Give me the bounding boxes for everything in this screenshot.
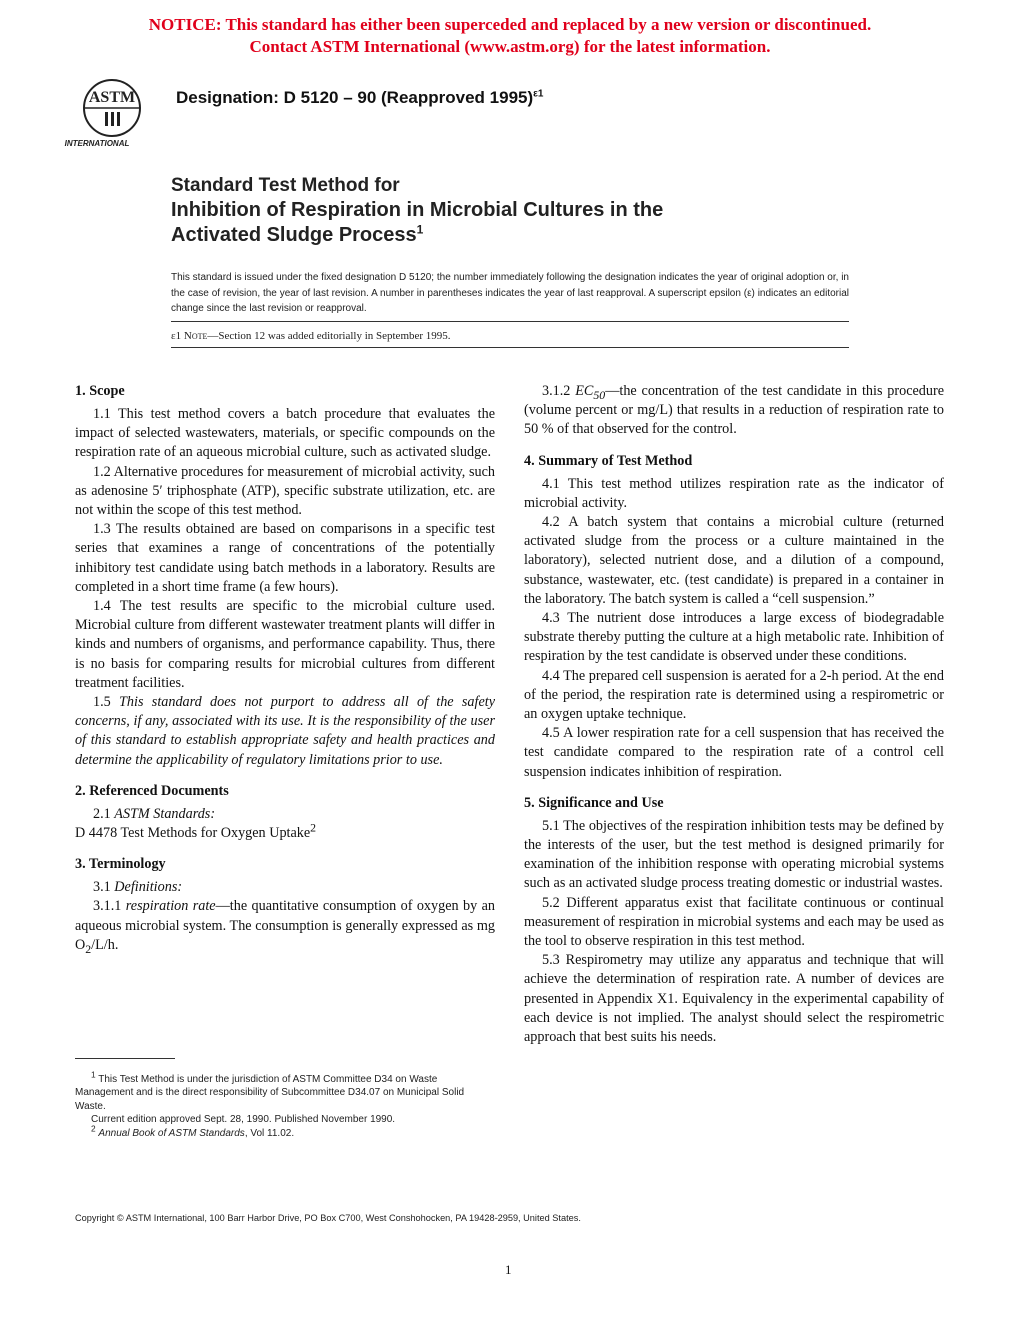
- footnote-rule: [75, 1058, 175, 1059]
- editorial-note-mark: ε1: [171, 330, 182, 342]
- footnotes: [75, 1069, 495, 1140]
- paragraph-1-5-number: 1.5: [93, 694, 111, 711]
- paragraph-4-3: 4.3 The nutrient dose introduces a large excess of biodegradable substrate thereby putting the culture at a high metabolic rate. Inhibition of respiration by the test candidate is observed under these conditions.: [524, 610, 944, 665]
- section-heading-terminology: 3. Terminology: [75, 856, 166, 873]
- paragraph-3-1-number: 3.1: [93, 879, 111, 896]
- editorial-note: [171, 330, 451, 342]
- paragraph-3-1-text: Definitions:: [114, 879, 183, 896]
- footnote-1b: Current edition approved Sept. 28, 1990. Published November 1990.: [91, 1114, 396, 1126]
- footnote-1-mark: 1: [91, 1069, 96, 1080]
- paragraph-3-1-2: [524, 382, 944, 440]
- footnote-2-mark: 2: [91, 1123, 96, 1134]
- title-line-2: Inhibition of Respiration in Microbial Cultures in the: [171, 199, 664, 221]
- footnote-1: [75, 1069, 495, 1113]
- astm-logo: [62, 78, 162, 150]
- right-column: [524, 382, 944, 1047]
- title-line-3: Activated Sludge Process: [171, 224, 417, 246]
- section-heading-referenced-documents: 2. Referenced Documents: [75, 782, 229, 799]
- paragraph-1-4: 1.4 The test results are specific to the microbial culture used. Microbial culture from different wastewater treatment plants will differ in kinds and numbers of organisms, and performance capability. Thus, there is no basis for comparing results for microbial cultures from different treatment facilities.: [75, 598, 495, 691]
- designation-text: Designation: D 5120 – 90 (Reapproved 1995): [176, 88, 534, 107]
- page-number: 1: [505, 1262, 512, 1277]
- paragraph-5-2: 5.2 Different apparatus exist that facilitate continuous or continual measurement of respiration in microbial systems and each may be used as the tool to observe respiration in this test method.: [524, 894, 944, 950]
- paragraph-1-5: [75, 693, 495, 770]
- paragraph-2-1-text: ASTM Standards:: [114, 805, 216, 822]
- title-footnote-mark: 1: [416, 222, 424, 237]
- paragraph-4-1: 4.1 This test method utilizes respiration rate as the indicator of microbial activity.: [524, 475, 944, 511]
- paragraph-1-5-text: This standard does not purport to address all of the safety concerns, if any, associated with its use. It is the responsibility of the user of this standard to establish appropriate safety and health practices and determine the applicability of regulatory limitations prior to use.: [75, 694, 495, 768]
- paragraph-5-3: 5.3 Respirometry may utilize any apparatus and technique that will achieve the determination of respiration rate. A number of devices are presented in Appendix X1. Equivalency in the experimental capability of each device is not implied. The analyst should select the respirometric approach that best suits his needs.: [524, 952, 944, 1046]
- paragraph-2-1-number: 2.1: [93, 805, 111, 822]
- divider-bottom: [171, 347, 849, 348]
- reference-d4478-mark: 2: [310, 820, 317, 835]
- reference-d4478-text: D 4478 Test Methods for Oxygen Uptake: [75, 825, 311, 842]
- document-title: [171, 174, 663, 248]
- section-heading-summary: 4. Summary of Test Method: [524, 452, 693, 469]
- section-heading-scope: 1. Scope: [75, 383, 125, 399]
- editorial-note-label: Note: [183, 330, 208, 342]
- paragraph-4-5: 4.5 A lower respiration rate for a cell suspension that has received the test candidate compared to the respiration rate of a control cell suspension indicates inhibition of respiration.: [524, 725, 944, 780]
- paragraph-3-1-2-number: 3.1.2: [542, 383, 571, 399]
- section-heading-significance: 5. Significance and Use: [524, 794, 664, 811]
- reference-d4478: [75, 820, 495, 843]
- term-ec50-subscript: 50: [593, 387, 606, 402]
- editorial-note-text: —Section 12 was added editorially in September 1995.: [207, 330, 451, 342]
- divider-top: [171, 321, 849, 322]
- footnote-2: [75, 1123, 495, 1140]
- copyright-line: Copyright © ASTM International, 100 Barr Harbor Drive, PO Box C700, West Conshohocken, PA 19428-2959, United States.: [75, 1213, 581, 1223]
- term-ec50: EC: [575, 383, 594, 399]
- footnote-1-text: This Test Method is under the jurisdiction of ASTM Committee D34 on Waste Management and is the direct responsibility of Subcommittee D34.07 on Municipal Solid Waste.: [75, 1074, 465, 1112]
- title-line-1: Standard Test Method for: [171, 175, 400, 196]
- paragraph-3-1-1-subscript: 2: [85, 941, 92, 956]
- designation-superscript: ε1: [533, 88, 544, 100]
- notice-line-1: NOTICE: This standard has either been superceded and replaced by a new version or discontinued.: [148, 15, 872, 34]
- logo-subtitle: INTERNATIONAL: [64, 139, 130, 148]
- logo-text: ASTM: [88, 89, 136, 106]
- paragraph-3-1: [75, 878, 495, 897]
- paragraph-1-2: 1.2 Alternative procedures for measurement of microbial activity, such as adenosine 5′ triphosphate (ATP), specific substrate utilization, etc. are not within the scope of this test method.: [75, 463, 495, 519]
- paragraph-3-1-1-text-b: /L/h.: [91, 936, 119, 953]
- paragraph-5-1: 5.1 The objectives of the respiration inhibition tests may be defined by the interests of the user, but the test method is designed primarily for examination of the inhibition response with operating microbial systems such as an activated sludge process treating domestic or industrial wastes.: [524, 817, 944, 892]
- paragraph-3-1-1-text-a: —the quantitative consumption of oxygen by an aqueous microbial system. The consumption is generally expressed as mg O: [75, 898, 496, 953]
- paragraph-3-1-2-text: —the concentration of the test candidate in this procedure (volume percent or mg/L) that results in a reduction of respiration rate to 50 % of that observed for the control.: [524, 383, 945, 438]
- designation: [176, 88, 543, 108]
- paragraph-4-2: 4.2 A batch system that contains a microbial culture (returned activated sludge from the process or a culture maintained in the laboratory), selected nutrient dose, and a dilution of a compound, substance, wastewater, etc. (test candidate) is prepared in a container in the laboratory. The batch system is called a “cell suspension.”: [524, 514, 944, 607]
- term-respiration-rate: respiration rate: [125, 898, 216, 915]
- left-column: [75, 382, 495, 955]
- paragraph-1-3: 1.3 The results obtained are based on comparisons in a specific test series that examines a range of concentrations of the potentially inhibitory test candidate using batch methods in a laboratory. Results are completed in a short time frame (a few hours).: [75, 521, 495, 595]
- issued-statement: This standard is issued under the fixed designation D 5120; the number immediately following the designation indicates the year of original adoption or, in the case of revision, the year of last revision. A number in parentheses indicates the year of last reapproval. A superscript epsilon (ε) indicates an editorial change since the last revision or reapproval.: [171, 272, 849, 314]
- paragraph-3-1-1: [75, 897, 495, 955]
- footnote-2-title: Annual Book of ASTM Standards: [98, 1127, 245, 1139]
- supersede-notice: [0, 14, 1020, 58]
- paragraph-2-1: [75, 805, 495, 824]
- paragraph-3-1-1-number: 3.1.1: [93, 898, 122, 915]
- footnote-2-rest: , Vol 11.02.: [244, 1127, 295, 1139]
- notice-line-2: Contact ASTM International (www.astm.org) for the latest information.: [249, 37, 771, 56]
- paragraph-1-1: 1.1 This test method covers a batch procedure that evaluates the impact of selected wastewaters, materials, or specific compounds on the respiration rate of an aqueous microbial culture, such as activated sludge.: [75, 406, 495, 461]
- paragraph-4-4: 4.4 The prepared cell suspension is aerated for a 2-h period. At the end of the period, the respiration rate is determined using a respirometric or an oxygen uptake technique.: [524, 667, 944, 723]
